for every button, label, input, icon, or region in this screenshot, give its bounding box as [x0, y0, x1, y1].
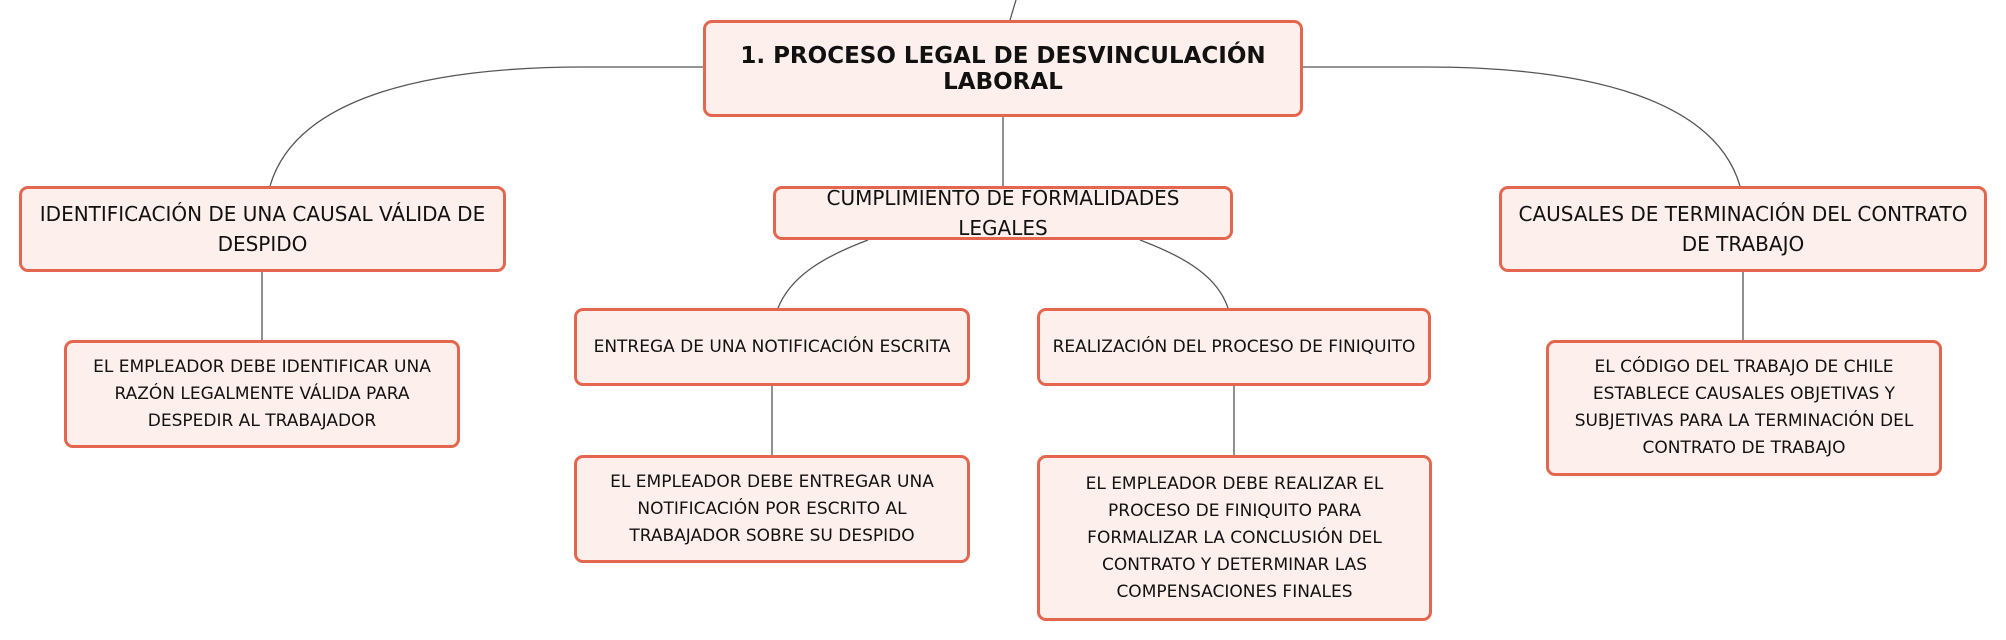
subbranch-node-notificacion[interactable] [574, 308, 970, 386]
detail-node-label: EL EMPLEADOR DEBE ENTREGAR UNA NOTIFICACIÓN POR ESCRITO AL TRABAJADOR SOBRE SU DESPIDO [610, 471, 934, 546]
connector-branch-2-to-notificacion [778, 240, 868, 308]
detail-node-causal-valida[interactable] [64, 340, 460, 448]
detail-node-label: EL CÓDIGO DEL TRABAJO DE CHILE ESTABLECE CAUSALES OBJETIVAS Y SUBJETIVAS PARA LA TERMINACIÓN DEL CONTRATO DE TRABAJO [1574, 357, 1914, 458]
connector-incoming [1010, 0, 1016, 20]
connector-root-to-branch-1 [270, 67, 705, 186]
detail-node-finiquito[interactable] [1037, 455, 1432, 621]
branch-node-label: CAUSALES DE TERMINACIÓN DEL CONTRATO DE TRABAJO [1518, 202, 1968, 256]
detail-node-label: EL EMPLEADOR DEBE IDENTIFICAR UNA RAZÓN LEGALMENTE VÁLIDA PARA DESPEDIR AL TRABAJADOR [93, 356, 431, 431]
detail-node-codigo-trabajo[interactable] [1546, 340, 1942, 476]
branch-node-formalidades[interactable] [773, 186, 1233, 240]
connector-root-to-branch-3 [1303, 67, 1740, 186]
subbranch-node-label: REALIZACIÓN DEL PROCESO DE FINIQUITO [1052, 336, 1416, 357]
branch-node-causal-valida[interactable] [19, 186, 506, 272]
branch-node-label: CUMPLIMIENTO DE FORMALIDADES LEGALES [826, 186, 1180, 240]
root-node-label: 1. PROCESO LEGAL DE DESVINCULACIÓN LABORAL [740, 42, 1266, 95]
branch-node-label: IDENTIFICACIÓN DE UNA CAUSAL VÁLIDA DE DESPIDO [39, 202, 486, 256]
connector-branch-2-to-finiquito [1140, 240, 1228, 308]
root-node[interactable] [703, 20, 1303, 117]
detail-node-label: EL EMPLEADOR DEBE REALIZAR EL PROCESO DE FINIQUITO PARA FORMALIZAR LA CONCLUSIÓN DEL CONTRATO Y DETERMINAR LAS COMPENSACIONES FINALES [1085, 473, 1384, 602]
detail-node-notificacion[interactable] [574, 455, 970, 563]
subbranch-node-label: ENTREGA DE UNA NOTIFICACIÓN ESCRITA [593, 336, 951, 357]
subbranch-node-finiquito[interactable] [1037, 308, 1431, 386]
branch-node-causales-terminacion[interactable] [1499, 186, 1987, 272]
